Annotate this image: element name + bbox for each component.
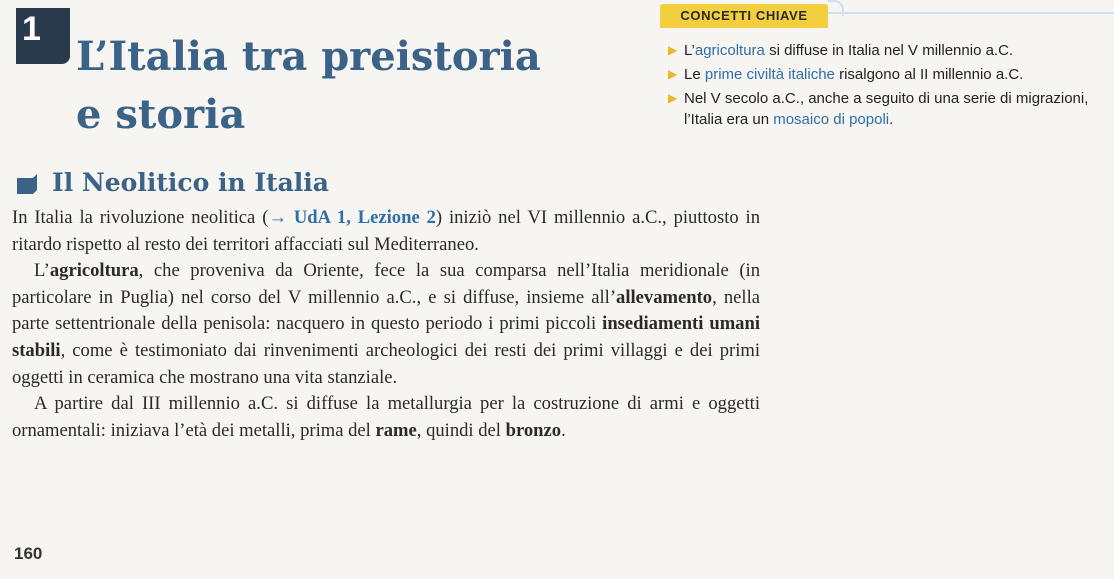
term-insediamenti: insediamenti umani stabili (12, 313, 760, 361)
key-concept-highlight: prime civiltà italiche (704, 66, 835, 83)
cross-reference-link[interactable]: → UdA 1, Lezione 2 (268, 207, 436, 228)
paragraph-3: A partire dal III millennio a.C. si diffuse la metallurgia per la costruzione di armi e oggetti ornamentali: iniziava l’età dei metalli, prima del rame, quindi del bronzo. (12, 393, 760, 441)
arrow-bullet-icon: ▶ (668, 43, 678, 57)
key-concept-text: L’ (684, 42, 695, 59)
term-bronzo: bronzo (505, 419, 562, 441)
section-marker-icon (17, 174, 41, 194)
key-concept-item (668, 64, 1108, 85)
page-number: 160 (14, 544, 43, 563)
key-concept-item (668, 40, 1108, 61)
chapter-number: 1 (22, 10, 41, 48)
term-agricoltura: agricoltura (49, 260, 139, 282)
key-concepts-label: CONCETTI CHIAVE (660, 4, 828, 28)
key-concept-text: risalgono al II millennio a.C. (834, 66, 1024, 83)
chapter-title (76, 28, 596, 144)
term-allevamento: allevamento (616, 286, 713, 308)
key-concept-text: . (889, 111, 894, 128)
chapter-title-line2: e storia (76, 91, 246, 138)
section-heading: Il Neolitico in Italia (52, 168, 329, 197)
paragraph-2: L’agricoltura, che proveniva da Oriente, fece la sua comparsa nell’Italia meridionale (in particolare in Puglia) nel corso del V millennio a.C., e si diffuse, insieme all’allevamento, nella parte settentrionale della penisola: nacquero in questo periodo i primi piccoli insediamenti umani stabili, come è testimoniato dai rinvenimenti archeologici dei resti dei primi villaggi e dei primi oggetti in ceramica che mostrano una vita stanziale. (12, 260, 760, 388)
key-concept-text: si diffuse in Italia nel V millennio a.C. (764, 42, 1014, 59)
term-rame: rame (375, 419, 417, 441)
key-concept-highlight: agricoltura (694, 42, 765, 59)
key-concept-text: Le (684, 66, 705, 83)
arrow-bullet-icon: ▶ (668, 91, 678, 105)
key-concept-text: Nel V secolo a.C., anche a seguito di una serie di migrazioni, l’Italia era un (684, 90, 1089, 128)
paragraph-1: In Italia la rivoluzione neolitica (→ UdA 1, Lezione 2) iniziò nel VI millennio a.C., piuttosto in ritardo rispetto al resto dei territori affacciati sul Mediterraneo. (12, 207, 760, 255)
key-concept-highlight: mosaico di popoli (773, 111, 890, 128)
section-body (12, 205, 760, 444)
chapter-title-line1: L’Italia tra preistoria (76, 33, 541, 80)
key-concepts-list (668, 40, 1108, 133)
arrow-bullet-icon: ▶ (668, 67, 678, 81)
key-concept-item (668, 88, 1108, 130)
key-concepts-frame-line (828, 12, 1114, 14)
